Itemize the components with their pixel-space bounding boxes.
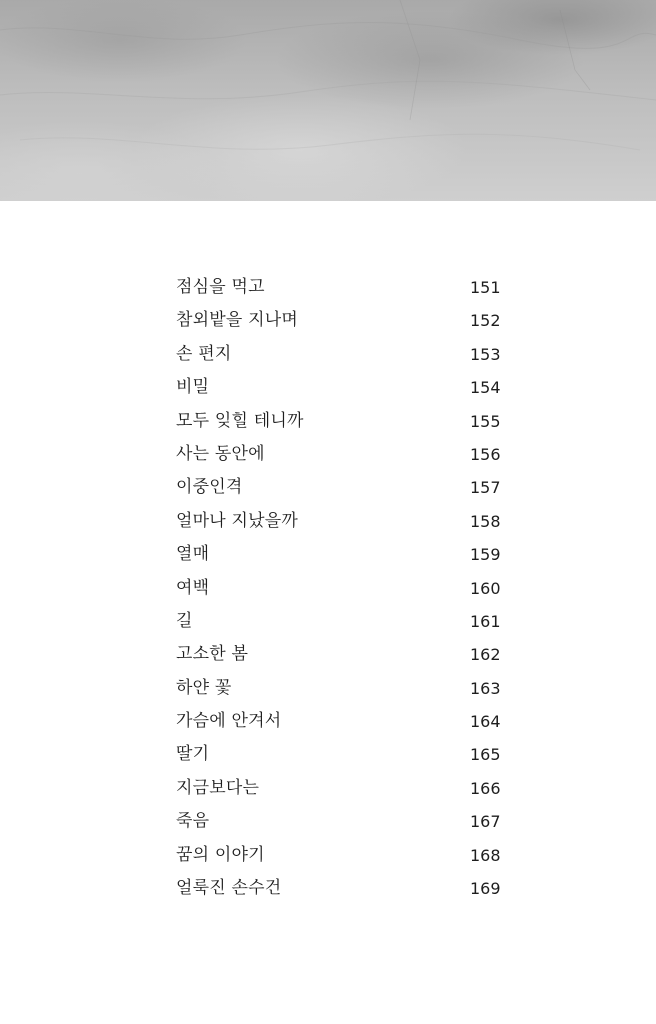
toc-entry-page-number: 163 <box>470 678 501 698</box>
toc-entry-page-number: 159 <box>470 545 501 565</box>
toc-entry-page-number: 161 <box>470 611 501 631</box>
toc-entry-page-number: 166 <box>470 778 501 798</box>
toc-entry <box>176 705 500 738</box>
toc-entry <box>176 872 500 905</box>
toc-entry-title: 사는 동안에 <box>176 443 265 464</box>
toc-entry <box>176 471 500 504</box>
toc-entry-page-number: 165 <box>470 745 501 765</box>
toc-entry-title: 가슴에 안겨서 <box>176 711 282 732</box>
toc-entry <box>176 271 500 304</box>
toc-entry-page-number: 169 <box>470 879 501 899</box>
toc-entry <box>176 438 500 471</box>
toc-entry-page-number: 152 <box>470 311 501 331</box>
toc-entry-page-number: 164 <box>470 712 501 732</box>
toc-entry <box>176 605 500 638</box>
toc-entry-title: 열매 <box>176 544 210 565</box>
toc-entry-title: 손 편지 <box>176 343 232 364</box>
toc-entry-title: 고소한 봄 <box>176 644 249 665</box>
texture-overlay <box>0 0 656 201</box>
header-texture-image <box>0 0 656 201</box>
toc-entry <box>176 505 500 538</box>
toc-entry-page-number: 168 <box>470 845 501 865</box>
toc-entry <box>176 738 500 771</box>
toc-entry-title: 참외밭을 지나며 <box>176 310 298 331</box>
toc-entry <box>176 638 500 671</box>
toc-entry <box>176 371 500 404</box>
toc-entry-page-number: 151 <box>470 278 501 297</box>
toc-entry-title: 모두 잊힐 테니까 <box>176 410 304 431</box>
toc-entry-title: 이중인격 <box>176 477 243 498</box>
toc-entry-title: 꿈의 이야기 <box>176 844 265 865</box>
toc-entry-title: 점심을 먹고 <box>176 277 265 297</box>
toc-entry-page-number: 167 <box>470 812 501 832</box>
toc-entry-page-number: 158 <box>470 511 501 531</box>
toc-entry <box>176 338 500 371</box>
toc-entry <box>176 405 500 438</box>
toc-entry <box>176 304 500 337</box>
toc-entry-title: 하얀 꽃 <box>176 677 232 698</box>
toc-entry-page-number: 157 <box>470 478 501 498</box>
toc-entry <box>176 839 500 872</box>
toc-entry-page-number: 162 <box>470 645 501 665</box>
toc-entry-page-number: 160 <box>470 578 501 598</box>
toc-entry <box>176 572 500 605</box>
toc-entry <box>176 538 500 571</box>
toc-entry-page-number: 155 <box>470 411 501 431</box>
toc-entry-title: 비밀 <box>176 377 210 398</box>
toc-entry-title: 얼룩진 손수건 <box>176 878 282 899</box>
table-of-contents <box>176 271 500 905</box>
toc-entry-title: 얼마나 지났을까 <box>176 510 298 531</box>
toc-entry-title: 죽음 <box>176 811 210 832</box>
toc-entry-title: 여백 <box>176 577 210 598</box>
toc-entry <box>176 805 500 838</box>
toc-entry-page-number: 156 <box>470 444 501 464</box>
toc-entry <box>176 772 500 805</box>
toc-entry-page-number: 153 <box>470 344 501 364</box>
toc-entry <box>176 672 500 705</box>
toc-entry-page-number: 154 <box>470 378 501 398</box>
toc-entry-title: 지금보다는 <box>176 777 260 798</box>
toc-entry-title: 길 <box>176 610 193 631</box>
toc-entry-title: 딸기 <box>176 744 210 765</box>
